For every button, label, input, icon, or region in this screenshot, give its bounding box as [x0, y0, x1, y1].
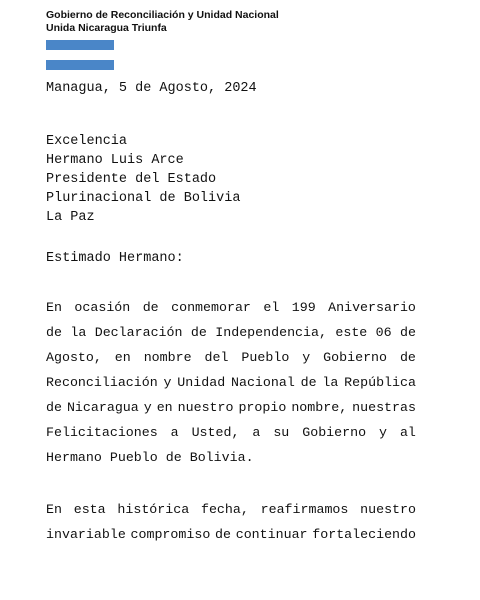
- flag-band-middle: [46, 50, 114, 60]
- word: la: [322, 375, 339, 390]
- word: del: [204, 350, 229, 365]
- word: de: [142, 300, 159, 315]
- word: en: [156, 400, 173, 415]
- word: Independencia,: [215, 325, 327, 340]
- word: Pueblo: [109, 450, 158, 465]
- word: de: [300, 375, 317, 390]
- word: de: [215, 527, 231, 542]
- word: al: [399, 425, 416, 440]
- word: 06: [375, 325, 392, 340]
- paragraph-line: [46, 395, 416, 420]
- word: de: [399, 350, 416, 365]
- addressee-line: Plurinacional de Bolivia: [46, 191, 241, 206]
- word: República: [344, 375, 416, 390]
- word: reafirmamos: [260, 502, 349, 517]
- addressee-line: Excelencia: [46, 134, 128, 149]
- paragraph-line: [46, 320, 416, 345]
- word: nuestro: [360, 502, 416, 517]
- word: a: [252, 425, 261, 440]
- addressee-line: Hermano Luis Arce: [46, 153, 184, 168]
- word: Declaración: [94, 325, 183, 340]
- letterhead: [46, 9, 279, 35]
- word: fecha,: [200, 502, 249, 517]
- word: el: [263, 300, 280, 315]
- word: Nicaragua: [66, 400, 139, 415]
- word: Reconciliación: [46, 375, 158, 390]
- paragraph-line: [46, 420, 416, 445]
- word: a: [170, 425, 179, 440]
- word: Usted,: [191, 425, 240, 440]
- word: ocasión: [74, 300, 131, 315]
- word: y: [379, 425, 387, 440]
- nicaragua-flag: [46, 40, 114, 70]
- body-paragraph-2: [46, 497, 416, 547]
- word: y: [143, 400, 152, 415]
- word: nombre: [143, 350, 192, 365]
- word: este: [335, 325, 368, 340]
- word: Gobierno: [323, 350, 388, 365]
- paragraph-line: [46, 445, 416, 470]
- addressee-line: Presidente del Estado: [46, 172, 217, 187]
- body-paragraph-1: [46, 295, 416, 470]
- word: y: [163, 375, 172, 390]
- flag-band-top: [46, 40, 114, 50]
- word: y: [302, 350, 311, 365]
- word: Felicitaciones: [46, 425, 158, 440]
- addressee-block: [46, 132, 240, 227]
- word: invariable: [46, 527, 126, 542]
- word: En: [46, 502, 62, 517]
- word: la: [70, 325, 87, 340]
- word: nombre,: [291, 400, 348, 415]
- paragraph-line: [46, 370, 416, 395]
- letterhead-government-name: Gobierno de Reconciliación y Unidad Nacional: [46, 9, 279, 21]
- word: esta: [73, 502, 106, 517]
- addressee-line: La Paz: [46, 210, 95, 225]
- word: 199: [291, 300, 316, 315]
- word: nuestro: [177, 400, 234, 415]
- word: Agosto,: [46, 350, 102, 365]
- word: Bolivia.: [189, 450, 254, 465]
- word: histórica: [117, 502, 190, 517]
- word: propio: [238, 400, 287, 415]
- word: En: [46, 300, 62, 315]
- word: de: [46, 400, 62, 415]
- paragraph-line: [46, 497, 416, 522]
- paragraph-line: [46, 522, 416, 547]
- letterhead-slogan: Unida Nicaragua Triunfa: [46, 22, 167, 34]
- word: en: [114, 350, 131, 365]
- word: compromiso: [130, 527, 211, 542]
- word: Gobierno: [302, 425, 367, 440]
- word: Aniversario: [328, 300, 416, 315]
- word: nuestras: [352, 400, 416, 415]
- word: Pueblo: [241, 350, 290, 365]
- flag-band-bottom: [46, 60, 114, 70]
- salutation: Estimado Hermano:: [46, 251, 184, 266]
- word: continuar: [235, 527, 308, 542]
- word: Hermano: [46, 450, 102, 465]
- word: de: [46, 325, 62, 340]
- word: conmemorar: [171, 300, 251, 315]
- paragraph-line: [46, 295, 416, 320]
- word: su: [273, 425, 290, 440]
- word: Nacional: [230, 375, 295, 390]
- word: fortaleciendo: [312, 527, 416, 542]
- word: de: [400, 325, 416, 340]
- word: Unidad: [177, 375, 226, 390]
- paragraph-line: [46, 345, 416, 370]
- letter-date: Managua, 5 de Agosto, 2024: [46, 81, 257, 96]
- word: de: [165, 450, 182, 465]
- word: de: [190, 325, 207, 340]
